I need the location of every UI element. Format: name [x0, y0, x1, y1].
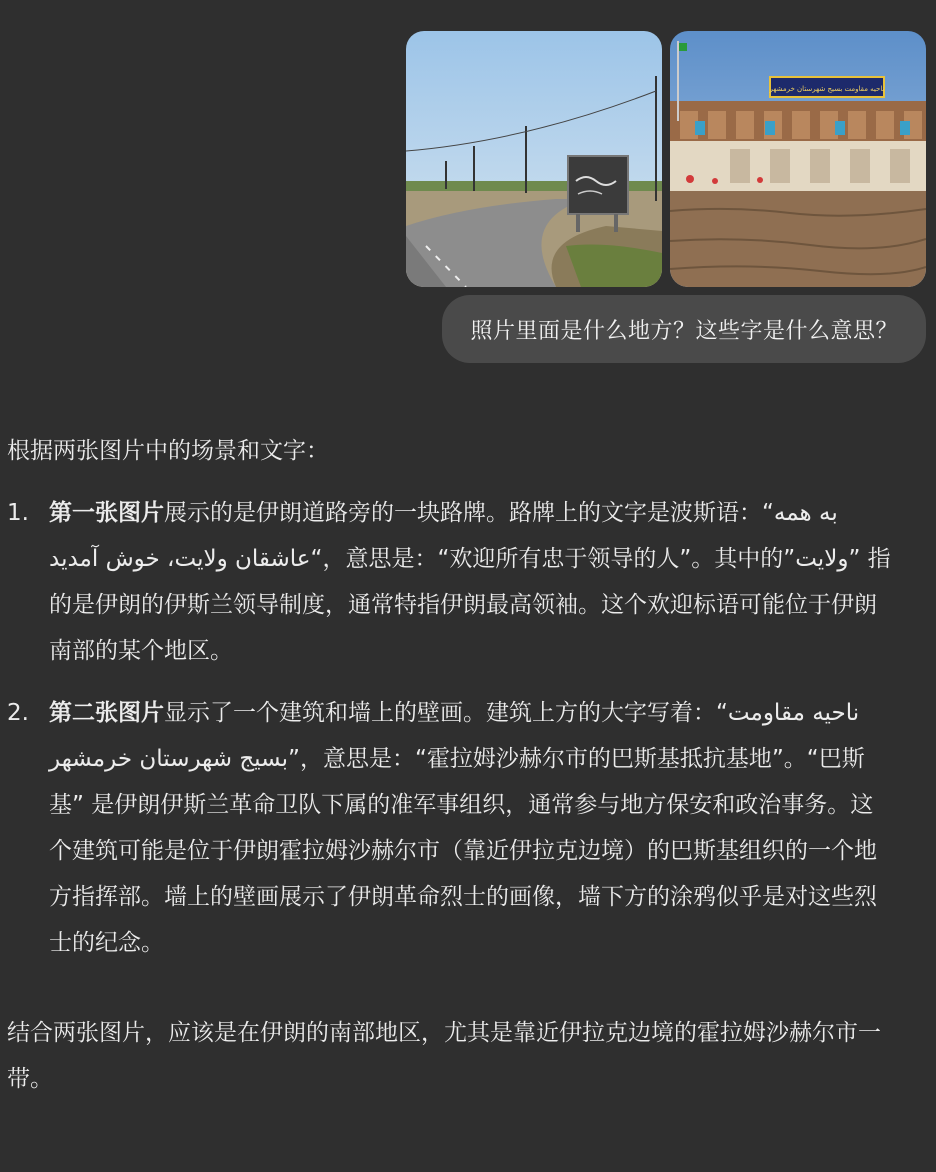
user-question: 照片里面是什么地方？这些字是什么意思？: [470, 318, 898, 344]
user-message-bubble: [442, 295, 926, 363]
item-text: “，意思是：“欢迎所有忠于领导的人”。其中的”: [310, 546, 796, 572]
persian-text: ناحیه مقاومت بسیج شهرستان خرمشهر: [49, 700, 860, 772]
item-title: 第一张图片: [49, 500, 164, 526]
banner-text: ناحیه مقاومت بسیج شهرستان خرمشهر: [769, 85, 885, 93]
item-text: ” 指的是伊朗的伊斯兰领导制度，通常特指伊朗最高领袖。这个欢迎标语可能位于伊朗南部的某个地区。: [49, 546, 891, 664]
persian-text: ولایت: [795, 546, 849, 572]
list-number: 2.: [7, 700, 29, 726]
list-item: [7, 490, 892, 674]
list-number: 1.: [7, 500, 29, 526]
item-text: 显示了一个建筑和墙上的壁画。建筑上方的大字写着：“: [164, 700, 728, 726]
item-text: ”，意思是：“霍拉姆沙赫尔市的巴斯基抵抗基地”。“巴斯基” 是伊朗伊斯兰革命卫队下属的准军事组织，通常参与地方保安和政治事务。这个建筑可能是位于伊朗霍拉姆沙赫尔市（靠近伊拉克边境）的巴斯基组织的一个地方指挥部。墙上的壁画展示了伊朗革命烈士的画像，墙下方的涂鸦似乎是对这些烈士的纪念。: [49, 746, 877, 956]
item-text: 展示的是伊朗道路旁的一块路牌。路牌上的文字是波斯语：“: [164, 500, 774, 526]
assistant-answer: [7, 428, 892, 1102]
photo-road-sign[interactable]: [406, 31, 662, 287]
road-sign-text: به همه عاشقان ولایت: [406, 31, 416, 32]
attached-images: [406, 31, 926, 287]
answer-intro: 根据两张图片中的场景和文字：: [7, 438, 329, 464]
photo-basij-building[interactable]: [670, 31, 926, 287]
persian-text: به همه عاشقان ولایت، خوش آمدید: [49, 500, 838, 572]
item-title: 第二张图片: [49, 700, 164, 726]
answer-conclusion: 结合两张图片，应该是在伊朗的南部地区，尤其是靠近伊拉克边境的霍拉姆沙赫尔市一带。: [7, 1020, 881, 1092]
answer-list: [7, 490, 892, 966]
list-item: [7, 690, 892, 966]
